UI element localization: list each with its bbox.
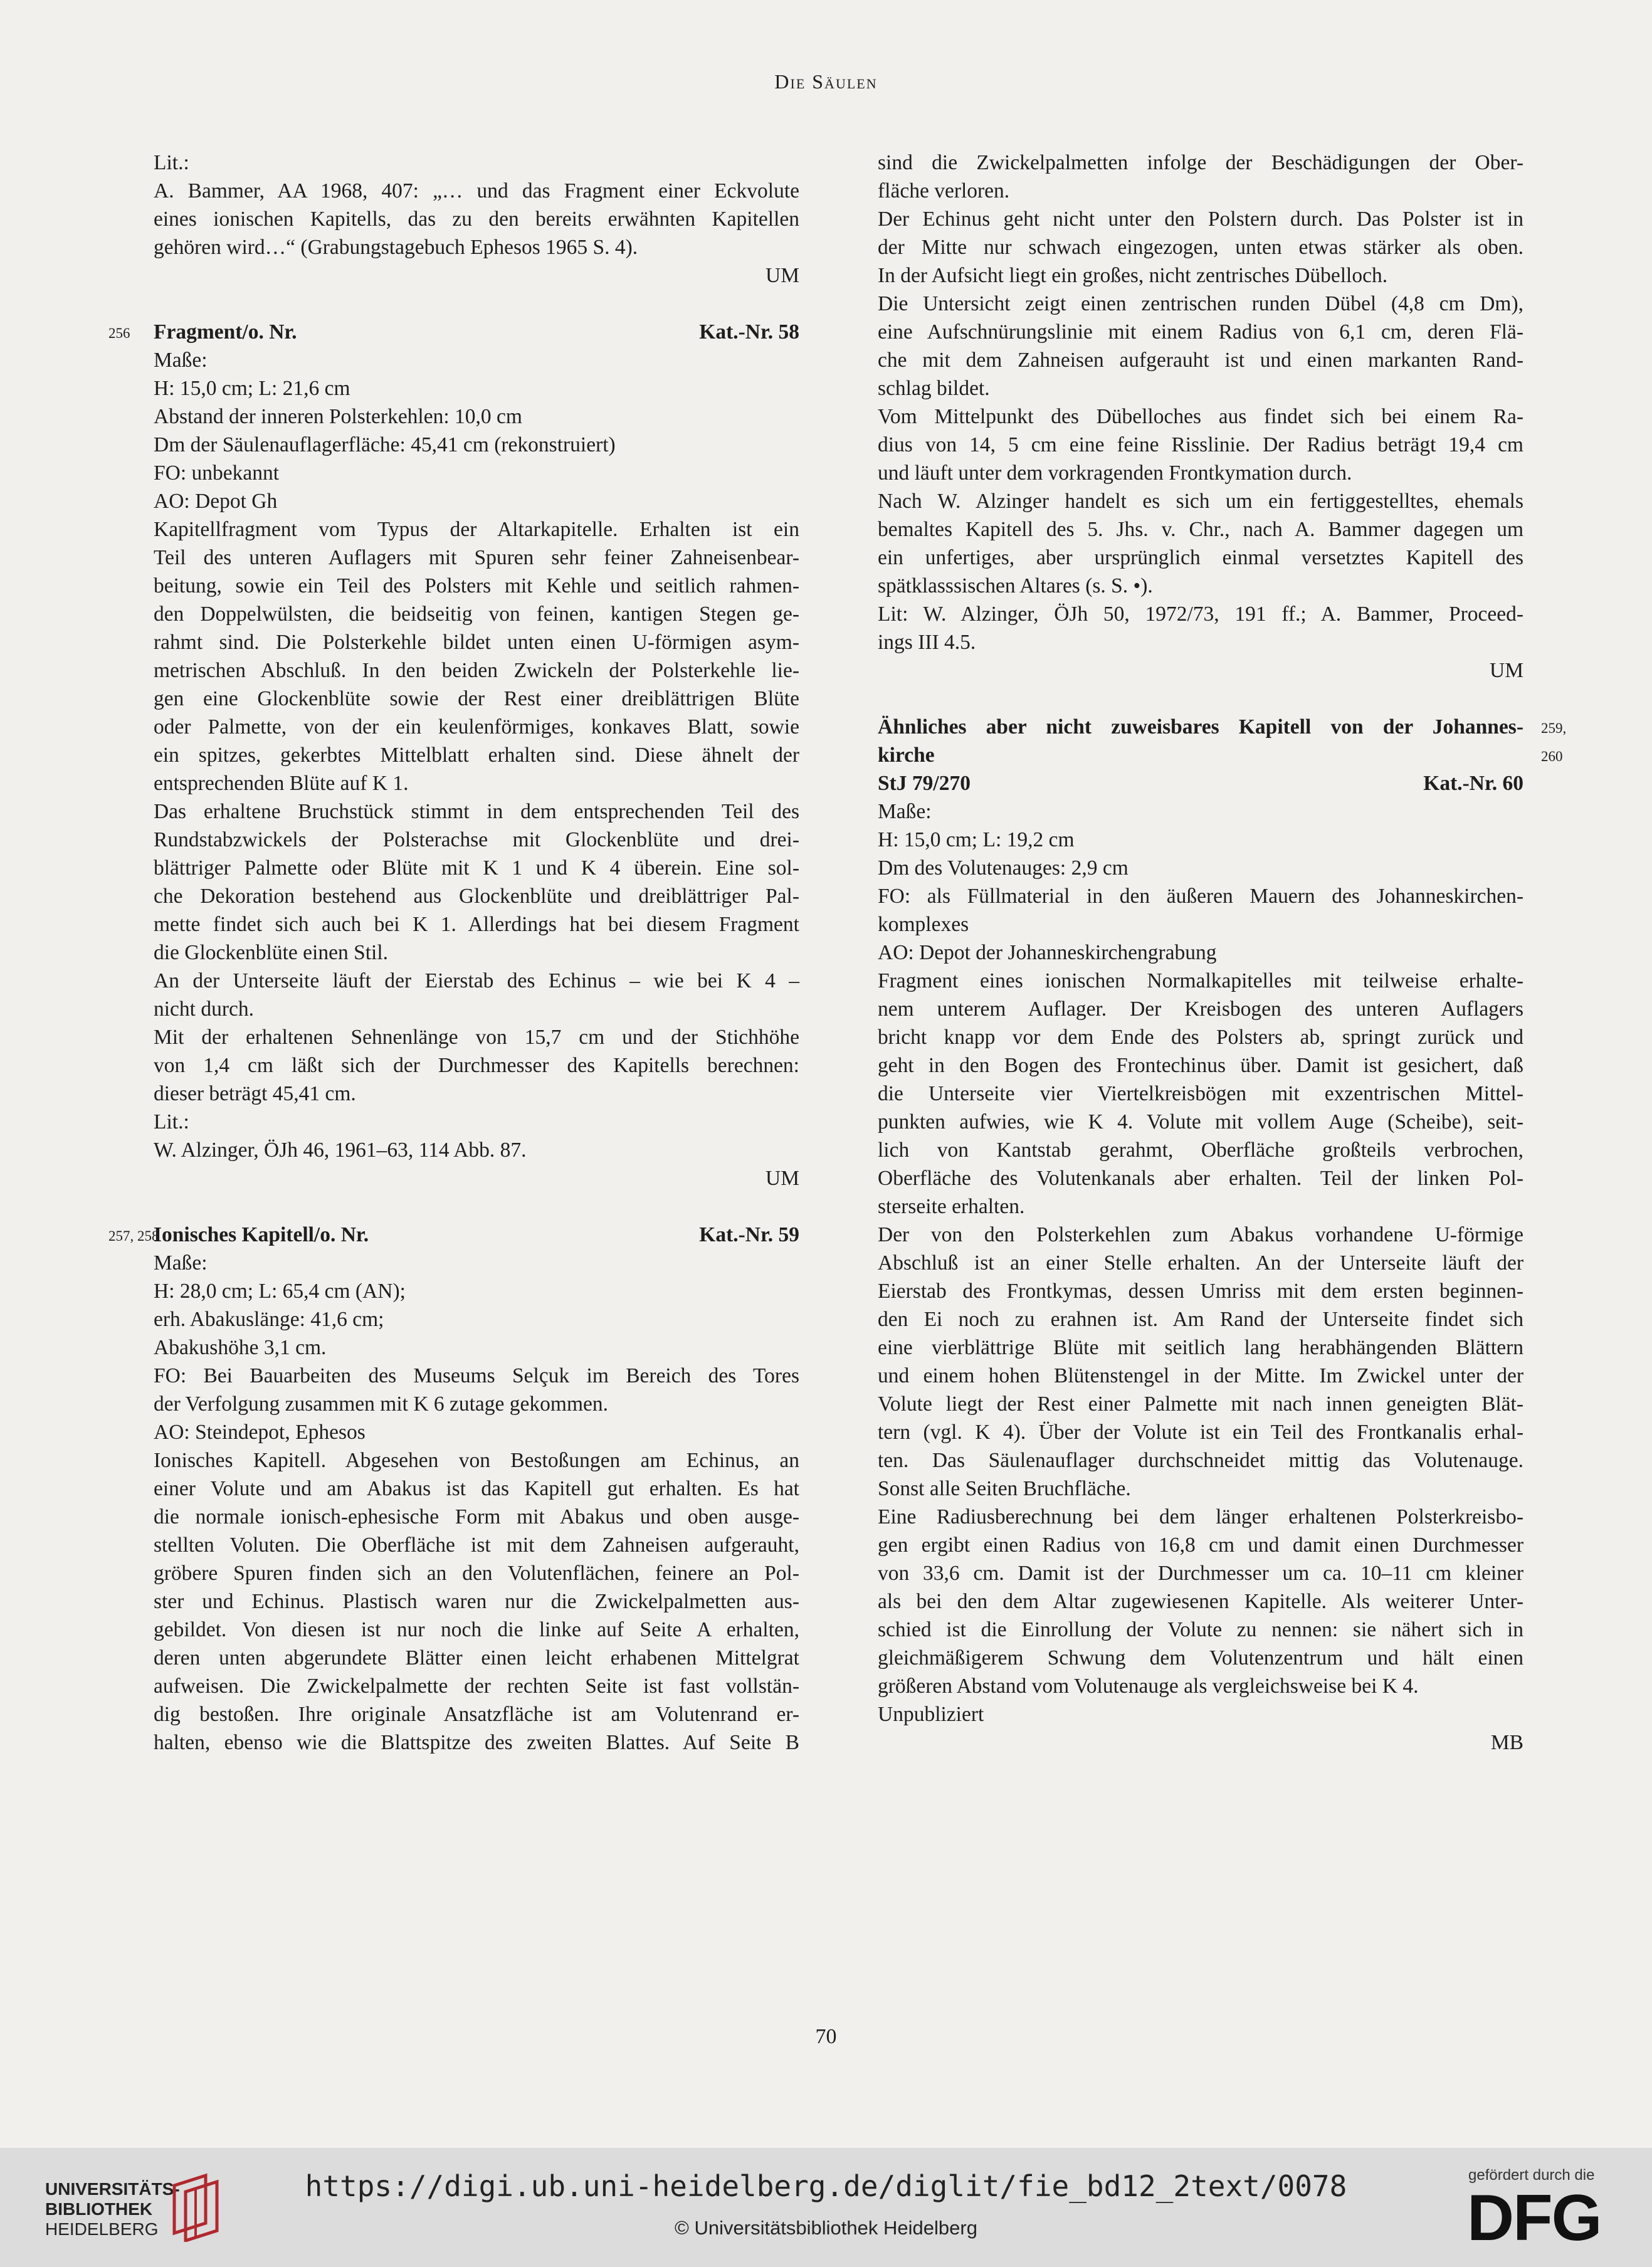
entry-measurements bbox=[154, 1249, 799, 1362]
text-line: eines ionischen Kapitells, das zu den bereits erwähnten Kapitellen bbox=[154, 208, 799, 231]
text-line: Oberfläche des Volutenkanals aber erhalten. Teil der linken Pol- bbox=[878, 1167, 1523, 1190]
text-line: rahmt sind. Die Polsterkehle bildet unten einen U-förmigen asym- bbox=[154, 631, 799, 654]
text-line: FO: Bei Bauarbeiten des Museums Selçuk im Bereich des Tores bbox=[154, 1364, 799, 1387]
text-line: erh. Abakuslänge: 41,6 cm; bbox=[154, 1308, 384, 1331]
permalink-url[interactable]: https://digi.ub.uni-heidelberg.de/diglit/fie_bd12_2text/0078 bbox=[305, 2169, 1347, 2203]
text-line: che mit dem Zahneisen aufgerauht ist und einen markanten Rand- bbox=[878, 349, 1523, 372]
text-line: FO: als Füllmaterial in den äußeren Mauern des Johanneskirchen- bbox=[878, 885, 1523, 908]
text-line: den Doppelwülsten, die beidseitig von feinen, kantigen Stegen ge- bbox=[154, 602, 799, 626]
catalogue-entry-header bbox=[878, 769, 1523, 797]
text-line: In der Aufsicht liegt ein großes, nicht zentrisches Dübelloch. bbox=[878, 264, 1388, 287]
section-title-lines bbox=[878, 713, 1523, 769]
text-line: metrischen Abschluß. In den beiden Zwickeln der Polsterkehle lie- bbox=[154, 659, 799, 682]
text-line: von 1,4 cm läßt sich der Durchmesser des Kapitells berechnen: bbox=[154, 1054, 799, 1077]
funding-caption: gefördert durch die bbox=[1468, 2167, 1595, 2184]
text-line: beitung, sowie ein Teil des Polsters mit Kehle und seitlich rahmen- bbox=[154, 574, 799, 597]
text-line: oder Palmette, von der ein keulenförmiges, konkaves Blatt, sowie bbox=[154, 715, 799, 739]
text-line: Lit: W. Alzinger, ÖJh 50, 1972/73, 191 ff.; A. Bammer, Proceed- bbox=[878, 602, 1523, 626]
section-title bbox=[878, 713, 1567, 769]
text-line: ster und Echinus. Plastisch waren nur die Zwickelpalmetten aus- bbox=[154, 1590, 799, 1613]
text-line: A. Bammer, AA 1968, 407: „… und das Fragment einer Eckvolute bbox=[154, 179, 799, 203]
text-line: Eierstab des Frontkymas, dessen Umriss mit dem ersten beginnen- bbox=[878, 1280, 1523, 1303]
text-line: Mit der erhaltenen Sehnenlänge von 15,7 cm und der Stichhöhe bbox=[154, 1026, 799, 1049]
entry-description bbox=[154, 515, 799, 797]
text-line: die normale ionisch-ephesische Form mit Abakus und oben ausge- bbox=[154, 1505, 799, 1528]
text-line: Dm der Säulenauflagerfläche: 45,41 cm (rekonstruiert) bbox=[154, 433, 616, 456]
entry-title: Fragment/o. Nr. bbox=[154, 320, 297, 344]
text-line: tern (vgl. K 4). Über der Volute ist ein Teil des Frontkanalis erhal- bbox=[878, 1421, 1523, 1444]
text-line: bricht knapp vor dem Ende des Polsters ab, springt zurück und bbox=[878, 1026, 1523, 1049]
text-line: sterseite erhalten. bbox=[878, 1195, 1025, 1218]
author-signature: UM bbox=[1490, 659, 1523, 682]
entry-location: AO: Steindepot, Ephesos bbox=[154, 1421, 366, 1444]
paragraph bbox=[878, 290, 1523, 402]
text-line: ten. Das Säulenauflager durchschneidet mittig das Volutenauge. bbox=[878, 1449, 1523, 1472]
text-line: dieser beträgt 45,41 cm. bbox=[154, 1082, 356, 1105]
publication-status: Unpubliziert bbox=[878, 1703, 984, 1726]
text-line: gen eine Glockenblüte sowie der Rest einer dreiblättrigen Blüte bbox=[154, 687, 799, 710]
text-line: Maße: bbox=[154, 349, 208, 372]
text-line: einer Volute und am Abakus ist das Kapitell gut erhalten. Es hat bbox=[154, 1477, 799, 1500]
text-line: deren unten abgerundete Blätter einen leicht erhabenen Mittelgrat bbox=[154, 1646, 799, 1670]
right-column bbox=[878, 149, 1567, 1757]
author-signature: UM bbox=[765, 1167, 799, 1190]
text-line: schlag bildet. bbox=[878, 377, 990, 400]
copyright-notice: © Universitätsbibliothek Heidelberg bbox=[675, 2217, 977, 2239]
text-line: dius von 14, 5 cm eine feine Risslinie. Der Radius beträgt 19,4 cm bbox=[878, 433, 1523, 456]
entry-description bbox=[154, 797, 799, 967]
entry-description bbox=[154, 1023, 799, 1108]
paragraph bbox=[878, 487, 1523, 600]
text-line: Volute liegt der Rest einer Palmette mit nach innen geneigten Blät- bbox=[878, 1392, 1523, 1416]
continued-text bbox=[878, 149, 1523, 205]
text-line: dig bestoßen. Ihre originale Ansatzfläche ist am Volutenrand er- bbox=[154, 1703, 799, 1726]
lit-citation bbox=[154, 177, 799, 261]
text-line: eine vierblättrige Blüte mit seitlich lang herabhängenden Blättern bbox=[878, 1336, 1523, 1359]
text-line: aufweisen. Die Zwickelpalmette der rechten Seite ist fast vollstän- bbox=[154, 1675, 799, 1698]
text-line: Der von den Polsterkehlen zum Abakus vorhandene U-förmige bbox=[878, 1223, 1523, 1246]
catalogue-number: Kat.-Nr. 59 bbox=[699, 1223, 799, 1246]
text-line: ein unfertiges, aber ursprünglich einmal versetztes Kapitell des bbox=[878, 546, 1523, 569]
text-line: eine Aufschnürungslinie mit einem Radius von 6,1 cm, deren Flä- bbox=[878, 320, 1523, 344]
text-line: Vom Mittelpunkt des Dübelloches aus findet sich bei einem Ra- bbox=[878, 405, 1523, 428]
digitization-footer bbox=[0, 2148, 1652, 2267]
lit-label: Lit.: bbox=[154, 151, 189, 174]
text-line: stellten Voluten. Die Oberfläche ist mit dem Zahneisen aufgerauht, bbox=[154, 1533, 799, 1557]
text-line: Kapitellfragment vom Typus der Altarkapitelle. Erhalten ist ein bbox=[154, 518, 799, 541]
text-line: Der Echinus geht nicht unter den Polstern durch. Das Polster ist in bbox=[878, 208, 1523, 231]
paragraph bbox=[878, 205, 1523, 290]
catalogue-number: Kat.-Nr. 58 bbox=[699, 320, 799, 344]
text-line: sind die Zwickelpalmetten infolge der Beschädigungen der Ober- bbox=[878, 151, 1523, 174]
running-title: Die Säulen bbox=[774, 70, 878, 93]
text-line: bemaltes Kapitell des 5. Jhs. v. Chr., nach A. Bammer dagegen um bbox=[878, 518, 1523, 541]
lit-label: Lit.: bbox=[154, 1110, 189, 1134]
text-line: punkten aufwies, wie K 4. Volute mit vollem Auge (Scheibe), seit- bbox=[878, 1110, 1523, 1134]
paragraph bbox=[878, 402, 1523, 487]
text-line: gehören wird…“ (Grabungstagebuch Ephesos 1965 S. 4). bbox=[154, 236, 638, 259]
library-name-line: BIBLIOTHEK bbox=[45, 2199, 153, 2219]
text-line: entsprechenden Blüte auf K 1. bbox=[154, 772, 409, 795]
entry-findspot bbox=[154, 1362, 799, 1418]
left-column bbox=[108, 149, 799, 1757]
text-line: Teil des unteren Auflagers mit Spuren sehr feiner Zahneisenbear- bbox=[154, 546, 799, 569]
text-line: Fragment eines ionischen Normalkapitelles mit teilweise erhalte- bbox=[878, 969, 1523, 992]
text-line: FO: unbekannt bbox=[154, 461, 280, 485]
text-line: die Glockenblüte einen Stil. bbox=[154, 941, 388, 964]
text-line: spätklasssischen Altares (s. S. •). bbox=[878, 574, 1153, 597]
text-line: H: 15,0 cm; L: 21,6 cm bbox=[154, 377, 350, 400]
text-line: H: 15,0 cm; L: 19,2 cm bbox=[878, 828, 1075, 851]
text-line: mette findet sich auch bei K 1. Allerdings hat bei diesem Fragment bbox=[154, 913, 799, 936]
text-line: schied ist die Einrollung der Volute zu nennen: sie nähert sich in bbox=[878, 1618, 1523, 1641]
text-line: komplexes bbox=[878, 913, 969, 936]
page-number: 70 bbox=[815, 2025, 837, 2048]
text-line: lich von Kantstab gerahmt, Oberfläche großteils verbrochen, bbox=[878, 1139, 1523, 1162]
library-name-line: HEIDELBERG bbox=[45, 2219, 159, 2239]
text-line: der Mitte nur schwach eingezogen, unten etwas stärker als oben. bbox=[878, 236, 1523, 259]
text-line: halten, ebenso wie die Blattspitze des zweiten Blattes. Auf Seite B bbox=[154, 1731, 799, 1754]
text-line: H: 28,0 cm; L: 65,4 cm (AN); bbox=[154, 1280, 406, 1303]
text-line: den Ei noch zu erahnen ist. Am Rand der Unterseite findet sich bbox=[878, 1308, 1523, 1331]
catalogue-entry-header bbox=[108, 318, 799, 346]
text-line: ein spitzes, gekerbtes Mittelblatt erhalten sind. Diese ähnelt der bbox=[154, 744, 799, 767]
lit-citation bbox=[878, 600, 1523, 656]
entry-findspot bbox=[878, 882, 1523, 939]
text-line: der Verfolgung zusammen mit K 6 zutage gekommen. bbox=[154, 1392, 609, 1416]
text-line: Maße: bbox=[878, 800, 932, 823]
entry-description bbox=[878, 1503, 1523, 1700]
text-line: fläche verloren. bbox=[878, 179, 1010, 203]
entry-description bbox=[154, 967, 799, 1023]
entry-title: StJ 79/270 bbox=[878, 772, 971, 795]
text-line: größeren Abstand vom Volutenauge als vergleichsweise bei K 4. bbox=[878, 1675, 1419, 1698]
text-line: Abschluß ist an einer Stelle erhalten. An der Unterseite läuft der bbox=[878, 1251, 1523, 1275]
text-line: die Unterseite vier Viertelkreisbögen mit exzentrischen Mittel- bbox=[878, 1082, 1523, 1105]
text-line: Abstand der inneren Polsterkehlen: 10,0 cm bbox=[154, 405, 522, 428]
catalogue-entry-header bbox=[108, 1221, 799, 1249]
library-name-line: UNIVERSITÄTS- bbox=[45, 2179, 180, 2199]
author-signature: MB bbox=[1490, 1731, 1523, 1754]
text-line: blättriger Palmette oder Blüte mit K 1 und K 4 überein. Eine sol- bbox=[154, 856, 799, 880]
text-line: Maße: bbox=[154, 1251, 208, 1275]
entry-description bbox=[878, 967, 1523, 1221]
text-line: nicht durch. bbox=[154, 997, 255, 1021]
text-line: gen ergibt einen Radius von 16,8 cm und damit einen Durchmesser bbox=[878, 1533, 1523, 1557]
entry-title: Ionisches Kapitell/o. Nr. bbox=[154, 1223, 369, 1246]
dfg-logo: DFG bbox=[1467, 2182, 1601, 2254]
text-line: geht in den Bogen des Frontechinus über. Damit ist gesichert, daß bbox=[878, 1054, 1523, 1077]
text-line: und läuft unter dem vorkragenden Frontkymation durch. bbox=[878, 461, 1352, 485]
figure-reference: 257, 258 bbox=[108, 1228, 159, 1244]
entry-location: AO: Depot der Johanneskirchengrabung bbox=[878, 941, 1217, 964]
text-line: und einem hohen Blütenstengel in der Mitte. Im Zwickel unter der bbox=[878, 1364, 1523, 1387]
text-line: als bei den dem Altar zugewiesenen Kapitelle. Als weiterer Unter- bbox=[878, 1590, 1523, 1613]
text-line: Abakushöhe 3,1 cm. bbox=[154, 1336, 327, 1359]
figure-reference: 256 bbox=[108, 325, 130, 341]
lit-citation: W. Alzinger, ÖJh 46, 1961–63, 114 Abb. 87. bbox=[154, 1139, 527, 1162]
text-line: Eine Radiusberechnung bei dem länger erhaltenen Polsterkreisbo- bbox=[878, 1505, 1523, 1528]
text-line: An der Unterseite läuft der Eierstab des Echinus – wie bei K 4 – bbox=[154, 969, 799, 992]
catalogue-number: Kat.-Nr. 60 bbox=[1423, 772, 1523, 795]
text-line: Dm des Volutenauges: 2,9 cm bbox=[878, 856, 1129, 880]
text-line: Sonst alle Seiten Bruchfläche. bbox=[878, 1477, 1131, 1500]
text-line: Ähnliches aber nicht zuweisbares Kapitell von der Johannes- bbox=[878, 715, 1523, 739]
text-line: Die Untersicht zeigt einen zentrischen runden Dübel (4,8 cm Dm), bbox=[878, 292, 1523, 315]
text-line: Ionisches Kapitell. Abgesehen von Bestoßungen am Echinus, an bbox=[154, 1449, 799, 1472]
text-line: Nach W. Alzinger handelt es sich um ein fertiggestelltes, ehemals bbox=[878, 490, 1523, 513]
text-line: kirche bbox=[878, 744, 935, 767]
entry-description bbox=[878, 1221, 1523, 1503]
text-line: gebildet. Von diesen ist nur noch die linke auf Seite A erhalten, bbox=[154, 1618, 799, 1641]
text-line: Rundstabzwickels der Polsterachse mit Glockenblüte und drei- bbox=[154, 828, 799, 851]
text-line: gleichmäßigerem Schwung dem Volutenzentrum und hält einen bbox=[878, 1646, 1523, 1670]
text-line: Das erhaltene Bruchstück stimmt in dem entsprechenden Teil des bbox=[154, 800, 799, 823]
text-line: che Dekoration bestehend aus Glockenblüte und dreiblättriger Pal- bbox=[154, 885, 799, 908]
entry-description bbox=[154, 1446, 799, 1757]
entry-measurements bbox=[878, 797, 1523, 882]
text-line: von 33,6 cm. Damit ist der Durchmesser um ca. 10–11 cm kleiner bbox=[878, 1562, 1523, 1585]
figure-reference: 259, 260 bbox=[1541, 720, 1567, 764]
text-line: AO: Depot Gh bbox=[154, 490, 278, 513]
entry-measurements bbox=[154, 346, 799, 515]
text-line: ings III 4.5. bbox=[878, 631, 976, 654]
text-line: nem unterem Auflager. Der Kreisbogen des unteren Auflagers bbox=[878, 997, 1523, 1021]
text-line: gröbere Spuren finden sich an den Volutenflächen, feinere an Pol- bbox=[154, 1562, 799, 1585]
author-signature: UM bbox=[765, 264, 799, 287]
